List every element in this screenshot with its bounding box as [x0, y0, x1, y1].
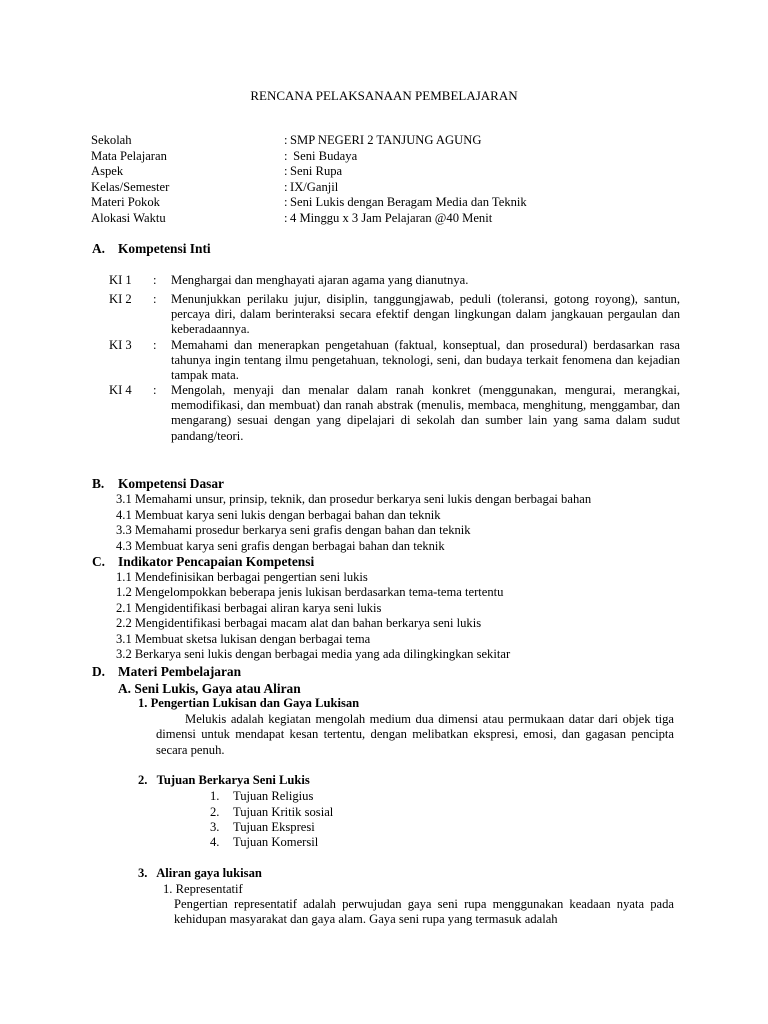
identity-colon: : [284, 180, 288, 194]
tujuan-item: Tujuan Kritik sosial [233, 805, 334, 819]
ki-text: Mengolah, menyaji dan menalar dalam ranah konkret (menggunakan, mengurai, merangkai, memodifikasi, dan membuat) dan ranah abstrak (menulis, membaca, menghitung, menggambar, dan mengarang) sesuai dengan yang dipelajari di sekolah dan sumber lain yang sama dalam sudut pandang/teori. [171, 383, 680, 443]
tujuan-number: 2. [210, 805, 220, 819]
identity-label-materi-pokok: Materi Pokok [91, 195, 160, 209]
subsection-title: A. Seni Lukis, Gaya atau Aliran [118, 681, 301, 696]
materi-item-2-title: 2. Tujuan Berkarya Seni Lukis [138, 773, 310, 787]
ki-text: Menunjukkan perilaku jujur, disiplin, tanggungjawab, peduli (toleransi, gotong royong), santun, percaya diri, dalam berinteraksi secara efektif dengan lingkungan dalam jangkauan pergaulan dan keberadaannya. [171, 292, 680, 337]
indicator-item: 2.2 Mengidentifikasi berbagai macam alat dan bahan berkarya seni lukis [116, 616, 482, 630]
section-a-letter: A. [92, 241, 106, 256]
tujuan-item: Tujuan Komersil [233, 835, 319, 849]
ki-code: KI 2 [109, 292, 132, 306]
materi-item-1-paragraph: Melukis adalah kegiatan mengolah medium dua dimensi atau permukaan datar dari objek tiga dimensi untuk mendapat kesan tertentu, dengan melibatkan ekspresi, emosi, dan gagasan pencipta secara penuh. [156, 712, 674, 757]
identity-colon: : [284, 133, 288, 147]
identity-colon: : [284, 149, 288, 163]
section-c-letter: C. [92, 554, 106, 569]
kd-item: 4.1 Membuat karya seni lukis dengan berbagai bahan dan teknik [116, 508, 441, 522]
identity-value-materi-pokok: Seni Lukis dengan Beragam Media dan Teknik [290, 195, 527, 209]
ki-colon: : [153, 292, 157, 306]
indicator-item: 2.1 Mengidentifikasi berbagai aliran karya seni lukis [116, 601, 382, 615]
identity-colon: : [284, 195, 288, 209]
ki-code: KI 1 [109, 273, 132, 287]
indicator-item: 1.1 Mendefinisikan berbagai pengertian seni lukis [116, 570, 368, 584]
ki-code: KI 3 [109, 338, 132, 352]
ki-colon: : [153, 383, 157, 397]
section-d-title: Materi Pembelajaran [118, 664, 242, 679]
tujuan-number: 1. [210, 789, 220, 803]
ki-text: Memahami dan menerapkan pengetahuan (faktual, konseptual, dan prosedural) berdasarkan rasa tahunya ingin tentang ilmu pengetahuan, teknologi, seni, dan budaya terkait fenomena dan kejadian tampak mata. [171, 338, 680, 383]
materi-item-1-title: 1. Pengertian Lukisan dan Gaya Lukisan [138, 696, 360, 710]
aliran-paragraph: Pengertian representatif adalah perwujudan gaya seni rupa menggunakan keadaan nyata pada kehidupan masyarakat dan gaya alam. Gaya seni rupa yang termasuk adalah [174, 897, 674, 927]
identity-label-aspek: Aspek [91, 164, 124, 178]
aliran-subitem: 1. Representatif [163, 882, 243, 896]
section-b-title: Kompetensi Dasar [118, 476, 225, 491]
identity-label-sekolah: Sekolah [91, 133, 132, 147]
kd-item: 3.3 Memahami prosedur berkarya seni grafis dengan bahan dan teknik [116, 523, 471, 537]
identity-value-alokasi-waktu: 4 Minggu x 3 Jam Pelajaran @40 Menit [290, 211, 493, 225]
section-b-letter: B. [92, 476, 105, 491]
identity-label-alokasi-waktu: Alokasi Waktu [91, 211, 166, 225]
identity-value-aspek: Seni Rupa [290, 164, 343, 178]
ki-colon: : [153, 273, 157, 287]
indicator-item: 1.2 Mengelompokkan beberapa jenis lukisan berdasarkan tema-tema tertentu [116, 585, 504, 599]
indicator-item: 3.2 Berkarya seni lukis dengan berbagai media yang ada dilingkingkan sekitar [116, 647, 511, 661]
tujuan-item: Tujuan Ekspresi [233, 820, 315, 834]
identity-value-mata-pelajaran: Seni Budaya [290, 149, 358, 163]
tujuan-item: Tujuan Religius [233, 789, 314, 803]
identity-colon: : [284, 211, 288, 225]
tujuan-number: 3. [210, 820, 220, 834]
section-c-title: Indikator Pencapaian Kompetensi [118, 554, 315, 569]
identity-value-kelas-semester: IX/Ganjil [290, 180, 339, 194]
identity-label-mata-pelajaran: Mata Pelajaran [91, 149, 167, 163]
tujuan-number: 4. [210, 835, 220, 849]
kd-item: 3.1 Memahami unsur, prinsip, teknik, dan prosedur berkarya seni lukis dengan berbagai bahan [116, 492, 592, 506]
materi-item-3-title: 3. Aliran gaya lukisan [138, 866, 262, 880]
ki-code: KI 4 [109, 383, 132, 397]
kd-item: 4.3 Membuat karya seni grafis dengan berbagai bahan dan teknik [116, 539, 445, 553]
identity-label-kelas-semester: Kelas/Semester [91, 180, 170, 194]
ki-text: Menghargai dan menghayati ajaran agama yang dianutnya. [171, 273, 469, 287]
identity-value-sekolah: SMP NEGERI 2 TANJUNG AGUNG [290, 133, 482, 147]
document-title: RENCANA PELAKSANAAN PEMBELAJARAN [250, 88, 518, 103]
identity-colon: : [284, 164, 288, 178]
section-a-title: Kompetensi Inti [118, 241, 211, 256]
indicator-item: 3.1 Membuat sketsa lukisan dengan berbagai tema [116, 632, 371, 646]
ki-colon: : [153, 338, 157, 352]
section-d-letter: D. [92, 664, 106, 679]
